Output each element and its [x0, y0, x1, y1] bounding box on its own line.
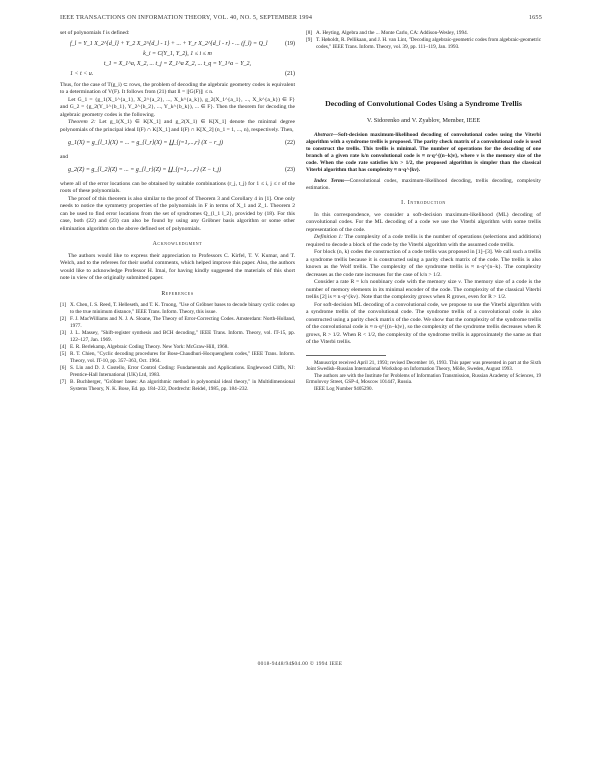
reference-text: S. Lin and D. J. Costello, Error Control Coding: Fundamentals and Applications. Englewood Cliffs, NJ: Prentice-Hall International (UK) Ltd, 1983. — [70, 365, 295, 378]
right-column — [306, 30, 541, 393]
equation-23-body: g_2(Z) = g_{l_2}(Z) = ... = g_{l_r}(Z) = ∐_{j=1,...,r} (Z − t_j) — [68, 167, 222, 173]
intro-paragraph-3: Consider a rate R = k/n nonbinary code with the memory size ν. The memory size of a code is the number of memory elements in its minimal encoder of the code. The complexity of the classical Viterbi trellis [2] is ≈ n·q^{kν}. Note that the complexity grows when R grows, even for R > 1/2. — [306, 279, 541, 301]
reference-text: F. J. MacWilliams and N. J. A. Sloane, The Theory of Error-Correcting Codes. Amsterdam: North-Holland, 1977. — [70, 316, 295, 329]
paragraph-1: Thus, for the case of T(g_i) ⊂ rows, the problem of decoding the algebraic geometry codes is equivalent to a determination of V(F). It follows from (21) that ll = |[G(F)]| ≤ n. — [60, 81, 295, 95]
paper-authors: V. Sidorenko and V. Zyablov, Member, IEEE — [366, 116, 481, 124]
reference-number: [5] — [60, 351, 67, 358]
paragraph-4: The proof of this theorem is also similar to the proof of Theorem 3 and Corollary 4 in [1]. One only needs to notice the symmetry properties of the polynomials in F in terms of X_1 and Z_1. Theorem 2 can be used to find error locations from the set of syndromes Q_{l_1 l_2}, provided by (18). For this case, both (22) and (23) can also be found by using any Gröbner basis algorithm or some other elimination algorithm on the above defined set of polynomials. — [60, 195, 295, 232]
reference-item — [60, 330, 295, 343]
equation-19 — [70, 41, 295, 49]
equation-19-body: f_l = Y_1 X_2^{d_l} + Y_2 X_2^{d_l - 1} + ... + Y_r X_2^{d_l - r} - ... (f_l) = Q_l — [70, 40, 268, 47]
reference-item — [306, 37, 541, 50]
footnote-manuscript: Manuscript received April 21, 1993; revised December 16, 1993. This paper was presented in part at the Sixth Joint Swedish–Russian International Workshop on Information Theory, Mölle, Sweden, August 1993. — [306, 359, 541, 373]
and-word: and — [60, 153, 69, 160]
abstract-label: Abstract— — [314, 132, 338, 139]
reference-item — [60, 344, 295, 351]
abstract-text: Soft-decision maximum-likelihood decoding of convolutional codes using the Viterbi algorithm with a syndrome trellis is proposed. The parity check matrix of a convolutional code is used to construct the trellis. This trellis is minimal. The number of operations for the decoding of one branch of a given rate k/n convolutional code is ≈ n·q^{(n−k)ν}, where ν is the memory size of the code. When the code rate satisfies k/n > 1/2, the proposed algorithm is simpler than the classical Viterbi algorithm that has complexity ≈ n·q^{kν}. — [306, 132, 541, 174]
reference-number: [4] — [60, 344, 67, 350]
reference-item — [60, 302, 295, 315]
reference-item — [60, 379, 295, 392]
footnote-log-number: IEEE Log Number 9405290. — [314, 386, 373, 393]
reference-text: A. Heyting, Algebra and the ... Monte Carlo, CA: Addison-Wesley, 1994. — [316, 30, 468, 36]
theorem-2 — [60, 119, 295, 134]
equation-20b: t_1 = X_1^a, X_2, ... t_j = Z_1^a Z_2, ... t_q = Y_1^a − Y_2, — [103, 60, 252, 67]
references-list — [60, 302, 295, 393]
definition-label: Definition 1: — [314, 234, 344, 241]
intro-paragraph-2: For block (n, k) codes the construction of a code trellis was proposed in [1]–[3]. We call such a trellis a syndrome trellis because it is constructed using a parity check matrix of the code. The trellis is also known as the Wolf trellis. The complexity of the syndrome trellis is ≈ n·q^{n−k}. The complexity decreases as the code rate increases for the case of k/n > 1/2. — [306, 249, 541, 278]
journal-line: IEEE TRANSACTIONS ON INFORMATION THEORY, VOL. 40, NO. 5, SEPTEMBER 1994 — [60, 14, 313, 21]
reference-item — [60, 351, 295, 364]
reference-text: X. Chen, I. S. Reed, T. Helleseth, and T. K. Truong, "Use of Gröbner bases to decode binary cyclic codes up to the true minimum distance," IEEE Trans. Inform. Theory, this issue. — [70, 302, 295, 315]
reference-number: [6] — [60, 365, 67, 372]
reference-number: [9] — [306, 37, 313, 44]
acknowledgment-heading: Acknowledgment — [152, 241, 203, 247]
left-column — [60, 30, 295, 393]
acknowledgment-text: The authors would like to express their appreciation to Professors C. Kirfel, T. V. Kumar, and T. Welch, and to the referees for their useful comments, which helped improve this paper. Also, the authors would like to acknowledge Professor H. Imai, for having kindly suggested the materials of this short note in view of the originally submitted paper. — [60, 252, 295, 281]
reference-number: [2] — [60, 316, 67, 322]
equation-21 — [70, 71, 295, 79]
paper-title: Decoding of Convolutional Codes Using a Syndrome Trellis — [325, 98, 522, 108]
reference-text: T. Høholdt, R. Pellikaan, and J. H. van Lint, "Decoding algebraic-geometric codes from algebraic-geometric codes," IEEE Trans. Inform. Theory, vol. 39, pp. 111–119, Jan. 1993. — [316, 37, 542, 50]
reference-item — [60, 365, 295, 378]
introduction-heading: I. Introduction — [401, 200, 446, 207]
definition-1 — [306, 234, 541, 249]
reference-number: [1] — [60, 302, 67, 308]
paragraph-3: where all of the error locations can be obtained by suitable combinations (r_j, t_j) for 1 ≤ i, j ≤ r of the roots of these polynomials. — [60, 180, 295, 194]
running-header — [60, 14, 542, 21]
page-number: 1655 — [528, 14, 542, 21]
equation-19-number: (19) — [285, 40, 295, 47]
equation-21-body: 1 < t < u. — [70, 71, 94, 77]
reference-number: [3] — [60, 330, 67, 336]
reference-item — [306, 30, 541, 37]
equation-23-number: (23) — [285, 167, 295, 173]
equation-22-number: (22) — [285, 140, 295, 146]
reference-number: [8] — [306, 30, 313, 36]
equation-23 — [68, 167, 295, 175]
equation-20a: k_i = C(Y_1, Y_2), 1 ≤ i ≤ m — [143, 51, 212, 57]
reference-text: B. Buchberger, "Gröbner bases: An algorithmic method in polynomial ideal theory," in Multidimensional Systems Theory, N. K. Bose, Ed. pp. 184–232, Dordrecht: Reidel, 1985, pp. 184–232. — [70, 379, 295, 392]
index-terms — [306, 178, 541, 192]
equation-22-body: g_1(X) = g_{l_1}(X) = ... = g_{l_r}(X) = ∐_{j=1,...,r} (X − r_j) — [68, 140, 224, 146]
theorem-label: Theorem 2: — [68, 119, 96, 125]
footnote-affiliation: The authors are with the Institute for Problems of Information Transmission, Russian Academy of Sciences, 19 Ermolovoy Street, GSP-4, Moscow 101447, Russia. — [306, 372, 541, 386]
reference-number: [7] — [60, 379, 67, 386]
index-terms-label: Index Terms— — [314, 178, 350, 185]
intro-paragraph-1: In this correspondence, we consider a soft-decision maximum-likelihood (ML) decoding of convolutional codes. For the ML decoding of a code we use the Viterbi algorithm with some trellis representation of the code. — [306, 211, 541, 233]
references-continued — [306, 30, 541, 51]
reference-text: R. T. Chien, "Cyclic decoding procedures for Bose-Chaudhuri-Hocquenghem codes," IEEE Trans. Inform. Theory, vol. IT-10, pp. 357–363, Oct. 1964. — [70, 351, 295, 364]
paragraph-2: Let G_1 = {g_1(X_1^{a_1}, X_2^{a_2}, ..., X_k^{a_k}), g_2(X_1^{a_1}, ..., X_k^{a_k}) ∈ F} and G_2 = {g_2(Y_1^{b_1}, Y_2^{b_2}, ..., Y_k^{b_k}), ... ∈ F}. Then the theorem for decoding the algebraic geometry codes is the following. — [60, 96, 295, 118]
footnote-rule — [306, 355, 386, 356]
references-heading: References — [161, 290, 194, 297]
reference-text: J. L. Massey, "Shift-register synthesis and BCH decoding," IEEE Trans. Inform. Theory, vol. IT-15, pp. 122–127, Jan. 1969. — [70, 330, 295, 343]
theorem-text: Let g_1(X_1) ∈ K[X_1] and g_2(X_1) ∈ K[X_1] denote the minimal degree polynomials of the principal ideal I(F) ∩ K[X_1] and I(F) ∩ K[X_2] (n_1 = 1, ..., n), respectively. Then, — [60, 119, 295, 133]
intro-line: set of polynomials f is defined: — [60, 30, 130, 36]
index-terms-text: Convolutional codes, maximum-likelihood decoding, trellis decoding, complexity estimation. — [306, 178, 541, 192]
reference-text: E. R. Berlekamp, Algebraic Coding Theory. New York: McGraw-Hill, 1968. — [70, 344, 229, 350]
equation-21-number: (21) — [285, 71, 295, 77]
reference-item — [60, 316, 295, 329]
abstract — [306, 132, 541, 174]
intro-paragraph-4: For soft-decision ML decoding of a convolutional code, we propose to use the Viterbi algorithm with a syndrome trellis of the convolutional code. The syndrome trellis of a convolutional code is also constructed using a parity check matrix of the code. We show that the complexity of the syndrome trellis of the convolutional code is ≈ n·q^{(n−k)ν}, so the complexity of the syndrome trellis decreases when R grows, R > 1/2. When R < 1/2, the complexity of the syndrome trellis is approximately the same as that of the Viterbi trellis. — [306, 301, 541, 346]
footnote — [306, 360, 541, 393]
copyright-footer: 0018-9448/94$04.00 © 1994 IEEE — [257, 661, 343, 667]
equation-22 — [68, 140, 295, 148]
definition-text: The complexity of a code trellis is the number of operations (selections and additions) required to decode a block of the code by the Viterbi algorithm with the assumed code trellis. — [306, 234, 541, 248]
